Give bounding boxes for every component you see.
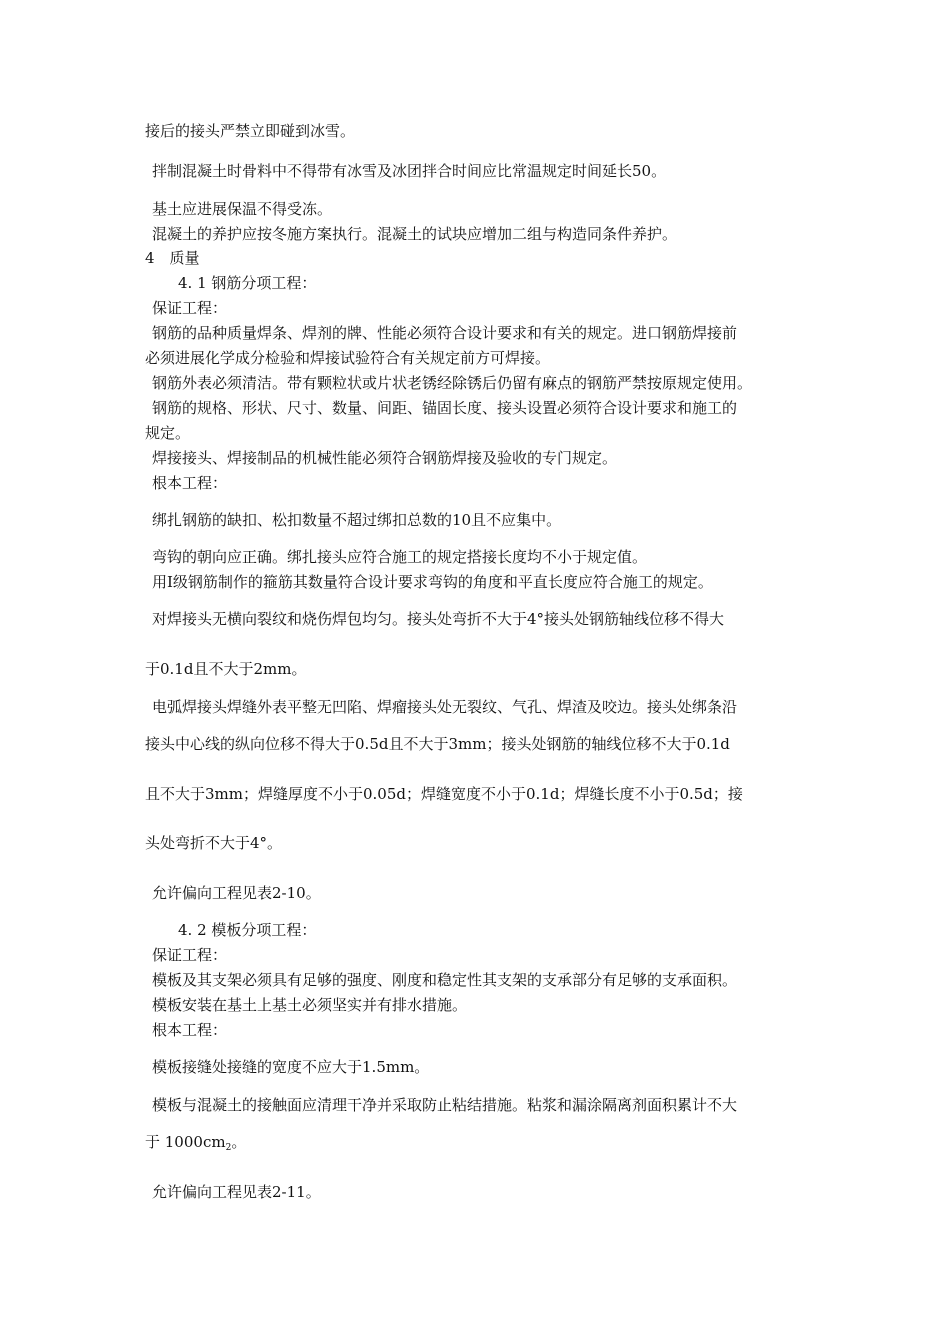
text-line: 混凝土的养护应按冬施方案执行。混凝土的试块应增加二组与构造同条件养护。 (152, 225, 678, 243)
text-fragment: 。 (231, 1133, 247, 1151)
text-line: 规定。 (145, 424, 191, 442)
text-line: 用Ⅰ级钢筋制作的箍筋其数量符合设计要求弯钩的角度和平直长度应符合施工的规定。 (152, 573, 713, 591)
subscript: 2 (225, 1143, 232, 1153)
text-line: 模板接缝处接缝的宽度不应大于1.5mm。 (152, 1058, 430, 1076)
text-line: 保证工程： (152, 299, 228, 317)
text-line: 基土应进展保温不得受冻。 (152, 200, 333, 218)
text-line: 头处弯折不大于4°。 (145, 834, 283, 852)
text-line: 保证工程： (152, 946, 228, 964)
section-heading: 4 质量 (145, 249, 200, 267)
text-line: 接后的接头严禁立即碰到冰雪。 (145, 122, 356, 140)
text-fragment: 于 1000cm (145, 1133, 226, 1151)
text-line: 允许偏向工程见表2-10。 (152, 884, 321, 902)
text-line: 焊接接头、焊接制品的机械性能必须符合钢筋焊接及验收的专门规定。 (152, 449, 618, 467)
text-line: 模板安装在基土上基土必须坚实并有排水措施。 (152, 996, 468, 1014)
text-line: 接头中心线的纵向位移不得大于0.5d且不大于3mm；接头处钢筋的轴线位移不大于0.1d (145, 735, 730, 753)
text-line: 钢筋的规格、形状、尺寸、数量、间距、锚固长度、接头设置必须符合设计要求和施工的 (152, 399, 738, 417)
subsection-heading: 4. 2 模板分项工程： (178, 921, 317, 939)
text-line: 根本工程： (152, 1021, 228, 1039)
text-line: 对焊接头无横向裂纹和烧伤焊包均匀。接头处弯折不大于4°接头处钢筋轴线位移不得大 (152, 610, 725, 628)
text-line: 弯钩的朝向应正确。绑扎接头应符合施工的规定搭接长度均不小于规定值。 (152, 548, 648, 566)
text-line: 且不大于3mm；焊缝厚度不小于0.05d；焊缝宽度不小于0.1d；焊缝长度不小于0.5d；接 (145, 785, 743, 803)
subsection-heading: 4. 1 钢筋分项工程： (178, 274, 317, 292)
text-line: 电弧焊接头焊缝外表平整无凹陷、焊瘤接头处无裂纹、气孔、焊渣及咬边。接头处绑条沿 (152, 698, 738, 716)
text-line: 钢筋的品种质量焊条、焊剂的牌、性能必须符合设计要求和有关的规定。进口钢筋焊接前 (152, 324, 738, 342)
text-line: 模板与混凝土的接触面应清理干净并采取防止粘结措施。粘浆和漏涂隔离剂面积累计不大 (152, 1096, 738, 1114)
text-line: 允许偏向工程见表2-11。 (152, 1183, 321, 1201)
text-line: 必须进展化学成分检验和焊接试验符合有关规定前方可焊接。 (145, 349, 551, 367)
text-line: 模板及其支架必须具有足够的强度、刚度和稳定性其支架的支承部分有足够的支承面积。 (152, 971, 738, 989)
text-line (145, 1132, 825, 1155)
text-line: 钢筋外表必须清洁。带有颗粒状或片状老锈经除锈后仍留有麻点的钢筋严禁按原规定使用。 (152, 374, 753, 392)
text-line: 绑扎钢筋的缺扣、松扣数量不超过绑扣总数的10且不应集中。 (152, 511, 562, 529)
text-line: 拌制混凝土时骨料中不得带有冰雪及冰团拌合时间应比常温规定时间延长50。 (152, 162, 667, 180)
text-line: 根本工程： (152, 474, 228, 492)
text-line: 于0.1d且不大于2mm。 (145, 660, 307, 678)
